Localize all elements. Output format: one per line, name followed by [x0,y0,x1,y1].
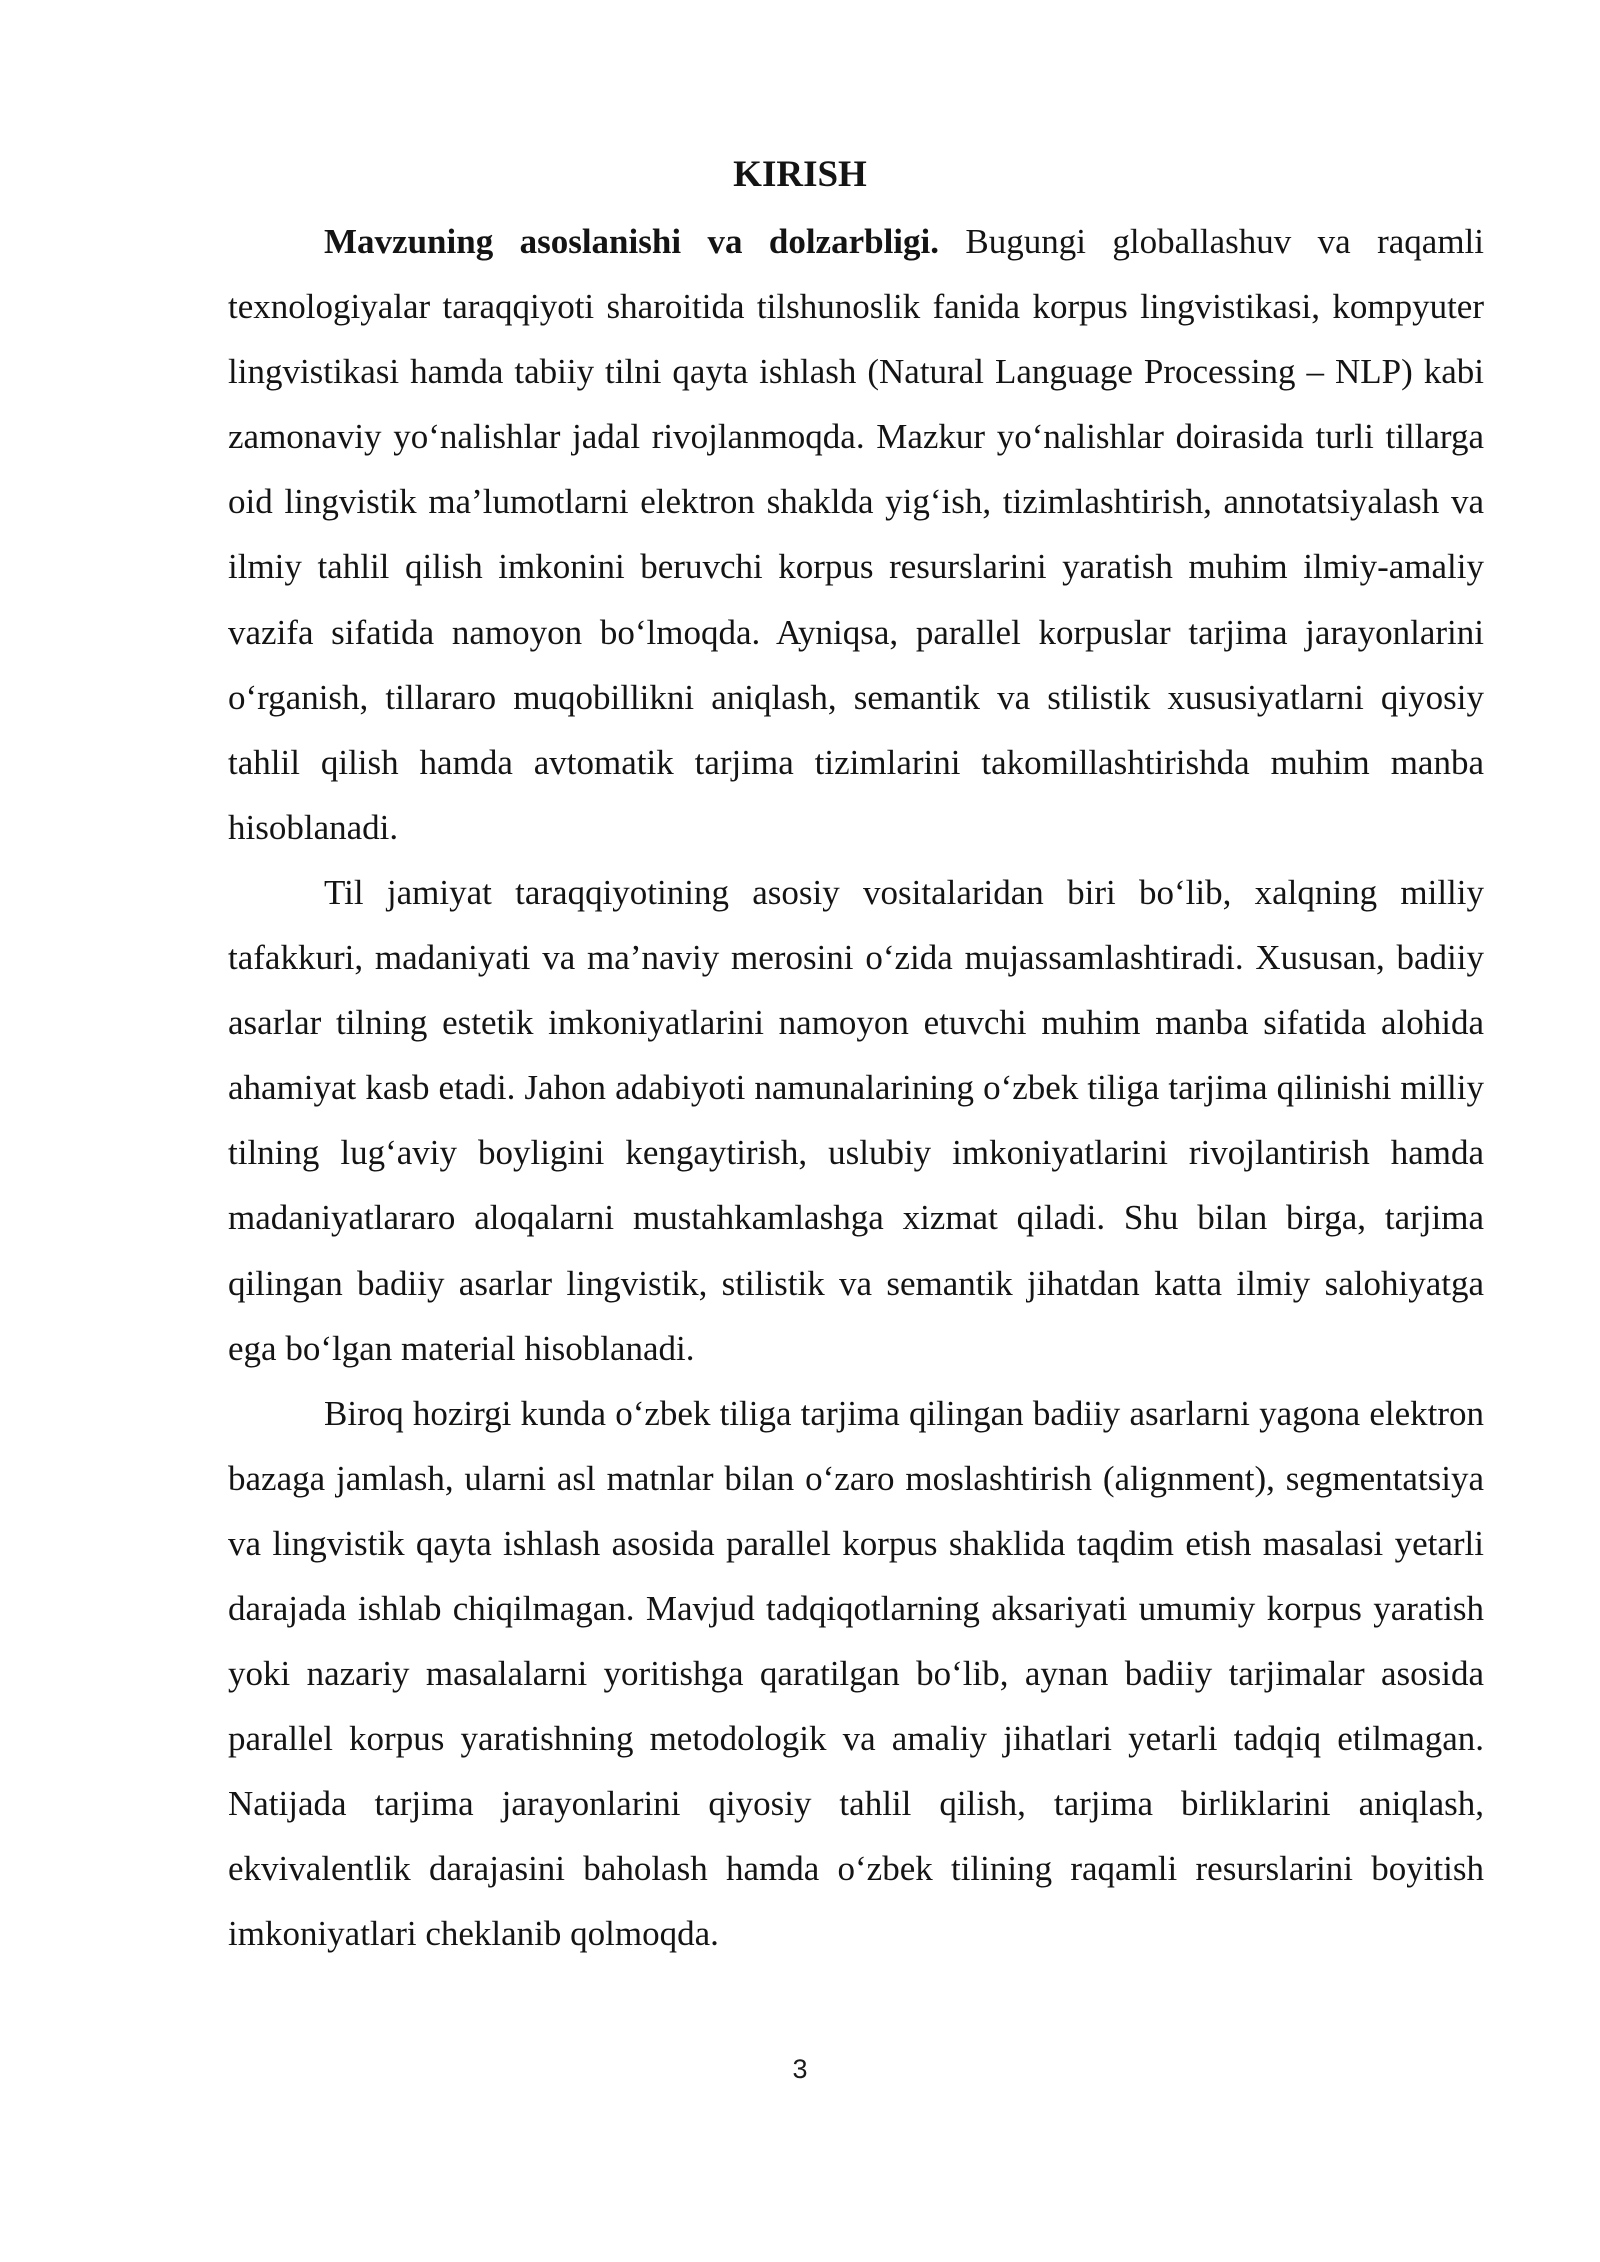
page-number: 3 [792,2054,808,2084]
section-heading: KIRISH [733,154,867,195]
paragraph-relevance [228,209,1484,860]
paragraph-text: Bugungi globallashuv va raqamli texnologiyalar taraqqiyoti sharoitida tilshunoslik fanida korpus lingvistikasi, kompyuter lingvistikasi hamda tabiiy tilni qayta ishlash (Natural Language Processing – NLP) kabi zamonaviy yo‘nalishlar jadal rivojlanmoqda. Mazkur yo‘nalishlar doirasida turli tillarga oid lingvistik ma’lumotlarni elektron shaklda yig‘ish, tizimlashtirish, annotatsiyalash va ilmiy tahlil qilish imkonini beruvchi korpus resurslarini yaratish muhim ilmiy-amaliy vazifa sifatida namoyon bo‘lmoqda. Ayniqsa, parallel korpuslar tarjima jarayonlarini o‘rganish, tillararo muqobillikni aniqlash, semantik va stilistik xususiyatlarni qiyosiy tahlil qilish hamda avtomatik tarjima tizimlarini takomillashtirishda muhim manba hisoblanadi. [228,222,1484,847]
paragraph-lead: Mavzuning asoslanishi va dolzarbligi. [324,222,940,261]
paragraph-problem: Biroq hozirgi kunda o‘zbek tiliga tarjima qilingan badiiy asarlarni yagona elektron bazaga jamlash, ularni asl matnlar bilan o‘zaro moslashtirish (alignment), segmentatsiya va lingvistik qayta ishlash asosida parallel korpus shaklida taqdim etish masalasi yetarli darajada ishlab chiqilmagan. Mavjud tadqiqotlarning aksariyati umumiy korpus yaratish yoki nazariy masalalarni yoritishga qaratilgan bo‘lib, aynan badiiy tarjimalar asosida parallel korpus yaratishning metodologik va amaliy jihatlari yetarli tadqiq etilmagan. Natijada tarjima jarayonlarini qiyosiy tahlil qilish, tarjima birliklarini aniqlash, ekvivalentlik darajasini baholash hamda o‘zbek tilining raqamli resurslarini boyitish imkoniyatlari cheklanib qolmoqda. [228,1393,1484,1954]
paragraph-language: Til jamiyat taraqqiyotining asosiy vositalaridan biri bo‘lib, xalqning milliy tafakkuri, madaniyati va ma’naviy merosini o‘zida mujassamlashtiradi. Xususan, badiiy asarlar tilning estetik imkoniyatlarini namoyon etuvchi muhim manba sifatida alohida ahamiyat kasb etadi. Jahon adabiyoti namunalarining o‘zbek tiliga tarjima qilinishi milliy tilning lug‘aviy boyligini kengaytirish, uslubiy imkoniyatlarini rivojlantirish hamda madaniyatlararo aloqalarni mustahkamlashga xizmat qiladi. Shu bilan birga, tarjima qilingan badiiy asarlar lingvistik, stilistik va semantik jihatdan katta ilmiy salohiyatga ega bo‘lgan material hisoblanadi. [228,872,1484,1368]
body-text [228,209,1484,1967]
